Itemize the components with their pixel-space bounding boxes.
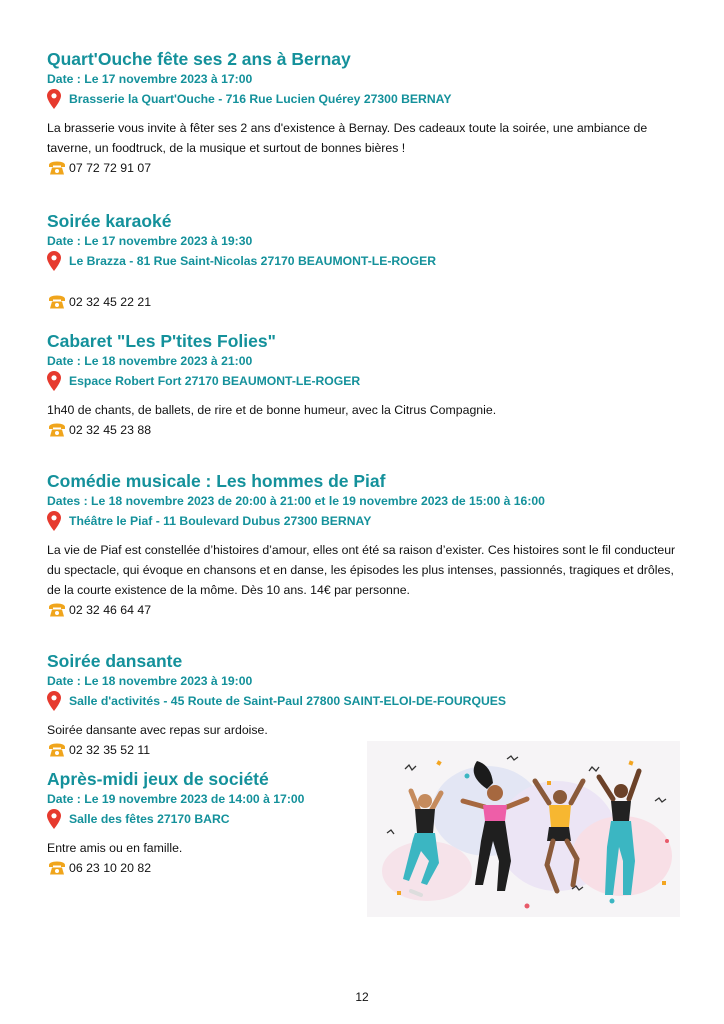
event-title: Comédie musicale : Les hommes de Piaf xyxy=(47,471,386,491)
event-date: Date : Le 17 novembre 2023 à 19:30 xyxy=(47,234,253,248)
event-phone-text: 06 23 10 20 82 xyxy=(69,861,152,875)
event-title: Après-midi jeux de société xyxy=(47,769,269,789)
page-number: 12 xyxy=(355,990,369,1004)
event-phone-text: 02 32 46 64 47 xyxy=(69,603,152,617)
event-location xyxy=(47,690,687,712)
event-location xyxy=(47,370,687,392)
event-date: Date : Le 19 novembre 2023 de 14:00 à 17:00 xyxy=(47,792,305,806)
event-location-text: Salle des fêtes 27170 BARC xyxy=(69,812,230,826)
event-item xyxy=(47,768,357,878)
event-location-text: Espace Robert Fort 27170 BEAUMONT-LE-ROGER xyxy=(69,374,361,388)
telephone-icon xyxy=(47,742,67,758)
event-description: Soirée dansante avec repas sur ardoise. xyxy=(47,723,268,737)
event-phone xyxy=(47,292,687,312)
event-location xyxy=(47,808,357,830)
map-pin-icon xyxy=(47,371,61,391)
event-item xyxy=(47,48,687,178)
telephone-icon xyxy=(47,860,67,876)
event-description: La brasserie vous invite à fêter ses 2 ans d'existence à Bernay. Des cadeaux toute la soirée, une ambiance de taverne, un foodtruck, de la musique et surtout de bonnes bières ! xyxy=(47,121,648,155)
map-pin-icon xyxy=(47,511,61,531)
dancers-illustration xyxy=(367,741,680,917)
event-location xyxy=(47,250,687,272)
event-location xyxy=(47,510,687,532)
event-location-text: Brasserie la Quart'Ouche - 716 Rue Lucien Quérey 27300 BERNAY xyxy=(69,92,452,106)
event-phone-text: 02 32 45 22 21 xyxy=(69,295,152,309)
event-description: Entre amis ou en famille. xyxy=(47,841,183,855)
event-location-text: Salle d'activités - 45 Route de Saint-Paul 27800 SAINT-ELOI-DE-FOURQUES xyxy=(69,694,507,708)
event-description: 1h40 de chants, de ballets, de rire et de bonne humeur, avec la Citrus Compagnie. xyxy=(47,403,497,417)
event-phone-text: 07 72 72 91 07 xyxy=(69,161,152,175)
event-date: Date : Le 18 novembre 2023 à 21:00 xyxy=(47,354,253,368)
event-date: Date : Le 18 novembre 2023 à 19:00 xyxy=(47,674,253,688)
map-pin-icon xyxy=(47,251,61,271)
event-title: Quart'Ouche fête ses 2 ans à Bernay xyxy=(47,49,351,69)
map-pin-icon xyxy=(47,809,61,829)
event-phone-text: 02 32 45 23 88 xyxy=(69,423,152,437)
event-phone xyxy=(47,600,687,620)
event-date: Dates : Le 18 novembre 2023 de 20:00 à 21:00 et le 19 novembre 2023 de 15:00 à 16:00 xyxy=(47,494,545,508)
event-phone xyxy=(47,858,357,878)
event-item xyxy=(47,470,687,620)
map-pin-icon xyxy=(47,691,61,711)
event-description xyxy=(47,280,687,292)
telephone-icon xyxy=(47,160,67,176)
event-date: Date : Le 17 novembre 2023 à 17:00 xyxy=(47,72,253,86)
event-description: La vie de Piaf est constellée d’histoires d’amour, elles ont été sa raison d’exister. Ces histoires sont le fil conducteur du spectacle, qui évoque en chansons et en danse, les épisodes les plus intenses, passionnés, tragiques et drôles, de la courte existence de la môme. Dès 10 ans. 14€ par personne. xyxy=(47,543,676,597)
event-location xyxy=(47,88,687,110)
event-title: Soirée dansante xyxy=(47,651,183,671)
event-phone-text: 02 32 35 52 11 xyxy=(69,743,151,757)
event-location-text: Théâtre le Piaf - 11 Boulevard Dubus 27300 BERNAY xyxy=(69,514,372,528)
event-title: Soirée karaoké xyxy=(47,211,172,231)
map-pin-icon xyxy=(47,89,61,109)
event-item xyxy=(47,210,687,312)
event-phone xyxy=(47,158,687,178)
telephone-icon xyxy=(47,422,67,438)
event-title: Cabaret "Les P'tites Folies" xyxy=(47,331,276,351)
event-phone xyxy=(47,420,687,440)
event-location-text: Le Brazza - 81 Rue Saint-Nicolas 27170 BEAUMONT-LE-ROGER xyxy=(69,254,437,268)
telephone-icon xyxy=(47,602,67,618)
event-item xyxy=(47,330,687,440)
telephone-icon xyxy=(47,294,67,310)
